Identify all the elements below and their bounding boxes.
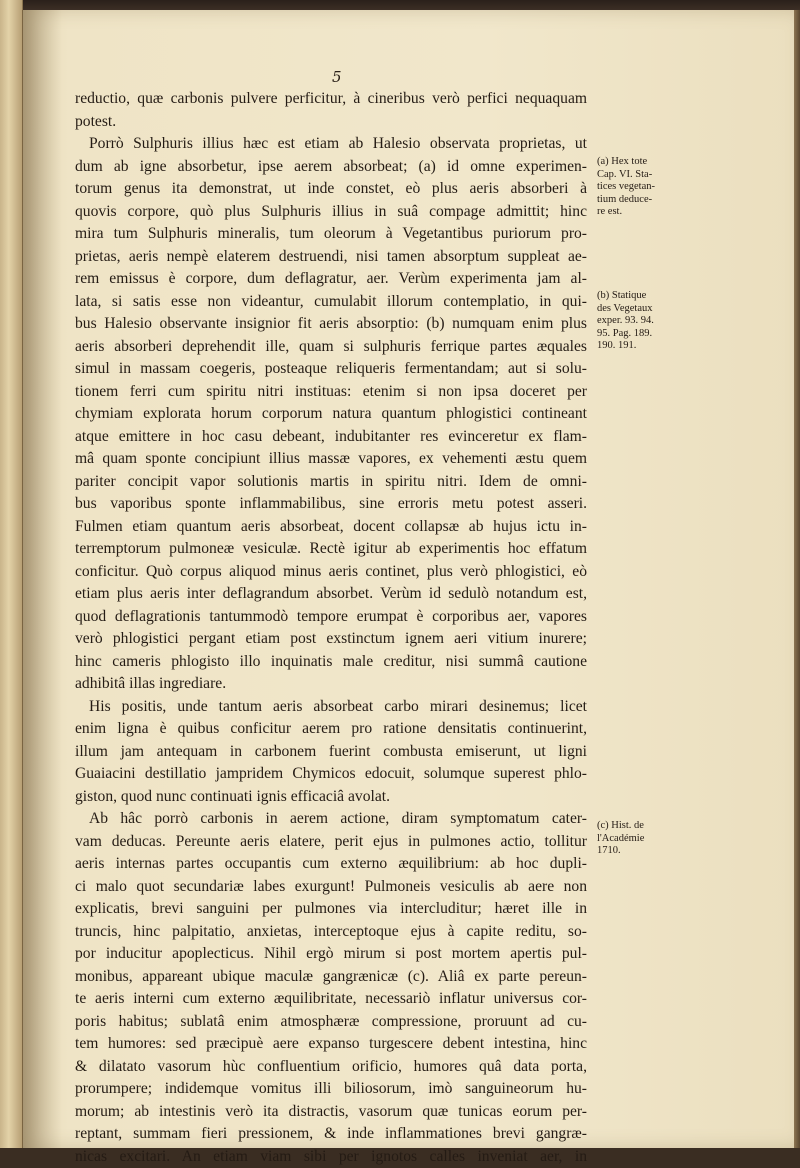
text-line: prietas, aeris nempè elaterem destruendi, nisi tamen absorptum suppleat ae- bbox=[75, 246, 587, 269]
text-line: vam deducas. Pereunte aeris elatere, perit ejus in pulmones actio, tollitur bbox=[75, 831, 587, 854]
page-right-edge bbox=[794, 10, 800, 1148]
text-line: potest. bbox=[75, 111, 587, 134]
text-line: reductio, quæ carbonis pulvere perficitur, à cineribus verò perfici nequaquam bbox=[75, 88, 587, 111]
text-line: tem humores: sed præcipuè aere expanso turgescere debent intestina, hinc bbox=[75, 1033, 587, 1056]
text-line: mâ quam sponte concipiunt illius massæ vapores, ex vehementi æstu quem bbox=[75, 448, 587, 471]
text-line: morum; ab intestinis verò ita distractis, vasorum quæ tunicas eorum per- bbox=[75, 1101, 587, 1124]
text-line: Ab hâc porrò carbonis in aerem actione, diram symptomatum cater- bbox=[75, 808, 587, 831]
footnote-c bbox=[597, 820, 687, 858]
text-line: nicas excitari. An etiam viam sibi per ignotos calles inveniat aer, in bbox=[75, 1146, 587, 1168]
footnote-line: 1710. bbox=[597, 845, 687, 858]
text-line: hinc cameris phlogisto illo inquinatis male creditur, nisi summâ cautione bbox=[75, 651, 587, 674]
footnote-line: tices vegetan- bbox=[597, 181, 687, 194]
text-line: Fulmen etiam quantum aeris absorbeat, docent collapsæ ab hujus ictu in- bbox=[75, 516, 587, 539]
text-line: por inducitur apoplecticus. Nihil ergò mirum si post mortem apertis pul- bbox=[75, 943, 587, 966]
text-line: quod deflagrationis tantummodò tempore erumpat è corporibus aer, vapores bbox=[75, 606, 587, 629]
text-line: illum jam antequam in carbonem fuerint combusta emiserunt, ut ligni bbox=[75, 741, 587, 764]
text-line: aeris absorberi deprehendit ille, quam si sulphuris ferrique partes æquales bbox=[75, 336, 587, 359]
text-line: te aeris interni cum externo æquilibritate, necessariò inflatur universus cor- bbox=[75, 988, 587, 1011]
text-line: adhibitâ illas ingrediare. bbox=[75, 673, 587, 696]
text-line: reptant, summam fieri pressionem, & inde inflammationes brevi gangræ- bbox=[75, 1123, 587, 1146]
text-line: atque emittere in hoc casu debeant, indubitanter res evinceretur ex flam- bbox=[75, 426, 587, 449]
text-line: pariter concipit vapor solutionis martis in spiritu nitri. Idem de omni- bbox=[75, 471, 587, 494]
main-text-block bbox=[75, 88, 587, 1168]
footnote-line: (b) Statique bbox=[597, 290, 687, 303]
text-line: Porrò Sulphuris illius hæc est etiam ab Halesio observata proprietas, ut bbox=[75, 133, 587, 156]
text-line: terremptorum pulmoneæ vesiculæ. Rectè igitur ab experimentis hoc effatum bbox=[75, 538, 587, 561]
text-line: ci malo quot secundariæ labes exurgunt! Pulmoneis vesiculis ab aere non bbox=[75, 876, 587, 899]
footnote-line: l'Académie bbox=[597, 833, 687, 846]
text-line: Guaiacini destillatio jampridem Chymicos edocuit, solumque superest phlo- bbox=[75, 763, 587, 786]
text-line: rem emissus è corpore, dum deflagratur, aer. Verùm experimenta jam al- bbox=[75, 268, 587, 291]
text-line: bus Halesio observante insignior fit aeris absorptio: (b) numquam enim plus bbox=[75, 313, 587, 336]
page-number: 5 bbox=[332, 68, 342, 86]
book-gutter bbox=[0, 0, 23, 1148]
footnote-b bbox=[597, 290, 687, 353]
text-line: quovis corpore, quò plus Sulphuris illius in suâ compage admittit; hinc bbox=[75, 201, 587, 224]
text-line: lata, si satis esse non videantur, cumulabit illorum contemplatio, in qui- bbox=[75, 291, 587, 314]
text-line: etiam plus aeris inter deflagrandum absorbet. Verùm id sedulò notandum est, bbox=[75, 583, 587, 606]
text-line: & dilatato vasorum hùc confluentium orificio, humores quâ data porta, bbox=[75, 1056, 587, 1079]
footnote-line: Cap. VI. Sta- bbox=[597, 169, 687, 182]
footnote-a bbox=[597, 156, 687, 219]
footnote-line: tium deduce- bbox=[597, 194, 687, 207]
text-line: mira tum Sulphuris mineralis, tum oleorum à Vegetantibus puriorum pro- bbox=[75, 223, 587, 246]
text-line: His positis, unde tantum aeris absorbeat carbo mirari desinemus; licet bbox=[75, 696, 587, 719]
text-line: prorumpere; indidemque vomitus illi biliosorum, imò sanguineorum hu- bbox=[75, 1078, 587, 1101]
footnote-line: exper. 93. 94. bbox=[597, 315, 687, 328]
text-line: verò phlogistici pergant etiam post exstinctum ignem aeri vitium inurere; bbox=[75, 628, 587, 651]
footnote-line: 190. 191. bbox=[597, 340, 687, 353]
text-line: poris habitus; sublatâ enim atmosphæræ compressione, proruunt ad cu- bbox=[75, 1011, 587, 1034]
text-line: bus vaporibus sponte inflammabilibus, sine erroris metu potest asseri. bbox=[75, 493, 587, 516]
footnote-line: des Vegetaux bbox=[597, 303, 687, 316]
text-line: tionem ferri cum spiritu nitri instituas: etenim si non ipsa doceret per bbox=[75, 381, 587, 404]
footnote-line: (a) Hex tote bbox=[597, 156, 687, 169]
text-line: enim ligna è quibus conficitur aerem pro ratione densitatis continuerint, bbox=[75, 718, 587, 741]
text-line: aeris internas partes occupantis cum externo æquilibrium: ab hoc dupli- bbox=[75, 853, 587, 876]
footnote-line: (c) Hist. de bbox=[597, 820, 687, 833]
text-line: torum genus ita demonstrat, ut inde constet, eò plus aeris absorberi à bbox=[75, 178, 587, 201]
text-line: dum ab igne absorbetur, ipse aerem absorbeat; (a) id omne experimen- bbox=[75, 156, 587, 179]
text-line: explicatis, brevi sanguini per pulmones via intercluditur; hæret ille in bbox=[75, 898, 587, 921]
text-line: chymiam explorata horum corporum natura quantum phlogistici contineant bbox=[75, 403, 587, 426]
text-line: monibus, appareant ubique maculæ gangrænicæ (c). Aliâ ex parte pereun- bbox=[75, 966, 587, 989]
text-line: truncis, hinc palpitatio, anxietas, interceptoque ejus à capite reditu, so- bbox=[75, 921, 587, 944]
footnote-line: 95. Pag. 189. bbox=[597, 328, 687, 341]
text-line: simul in massam coegeris, posteaque reliqueris fermentandam; aut si solu- bbox=[75, 358, 587, 381]
text-line: conficitur. Quò corpus aliquod minus aeris continet, plus verò phlogistici, eò bbox=[75, 561, 587, 584]
text-line: giston, quod nunc continuati ignis efficaciâ avolat. bbox=[75, 786, 587, 809]
footnote-line: re est. bbox=[597, 206, 687, 219]
